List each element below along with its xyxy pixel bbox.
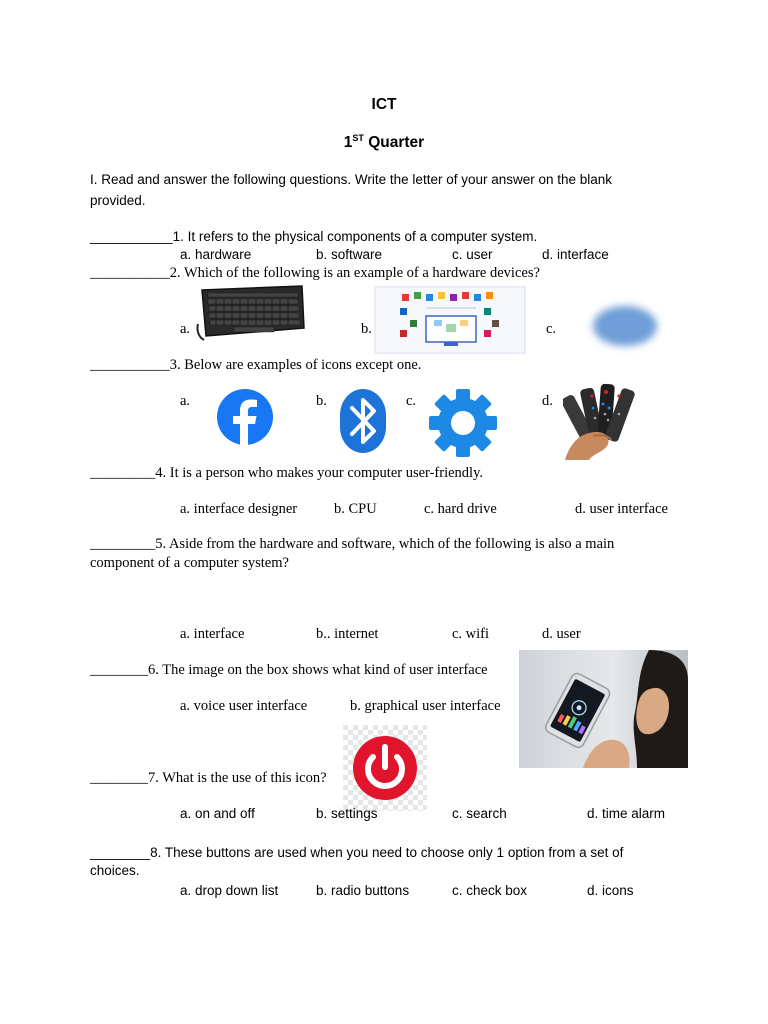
q1-option-c: c. user (452, 247, 493, 262)
q2-option-b: b. (361, 321, 372, 337)
q6-option-a: a. voice user interface (180, 698, 308, 714)
q8-option-a: a. drop down list (180, 883, 279, 898)
quarter-superscript: ST (352, 133, 364, 143)
q3-option-b: b. (316, 393, 327, 409)
q8-option-b: b. radio buttons (316, 883, 410, 898)
question-6: ________6. The image on the box shows what kind of user interface (90, 662, 488, 678)
q7-option-c: c. search (452, 806, 507, 821)
instructions-line2: provided. (90, 193, 146, 208)
question-1: ___________1. It refers to the physical components of a computer system. (90, 229, 538, 244)
q4-option-b: b. CPU (334, 501, 377, 517)
remote-controls-image (563, 380, 643, 460)
settings-gear-icon (428, 388, 498, 458)
quarter-number: 1 (343, 134, 353, 152)
q7-option-a: a. on and off (180, 806, 255, 821)
bluetooth-icon (339, 388, 387, 454)
q1-option-b: b. software (316, 247, 383, 262)
question-2: ___________2. Which of the following is an example of a hardware devices? (90, 265, 540, 281)
question-8-line1: ________8. These buttons are used when you need to choose only 1 option from a set of (90, 845, 624, 860)
facebook-icon (216, 388, 274, 446)
q4-option-d: d. user interface (575, 501, 668, 517)
question-8-line2: choices. (90, 863, 140, 878)
q1-option-d: d. interface (542, 247, 609, 262)
q1-option-a: a. hardware (180, 247, 252, 262)
instructions-line1: I. Read and answer the following questions. Write the letter of your answer on the blank (90, 172, 613, 187)
q7-option-b: b. settings (316, 806, 378, 821)
quarter-heading (0, 133, 768, 152)
voice-assistant-photo (519, 650, 688, 768)
q4-option-a: a. interface designer (180, 501, 298, 517)
q3-option-c: c. (406, 393, 417, 409)
page-title: ICT (371, 96, 397, 113)
q5-option-d: d. user (542, 626, 581, 642)
q4-option-c: c. hard drive (424, 501, 497, 517)
q7-option-d: d. time alarm (587, 806, 666, 821)
q3-option-d: d. (542, 393, 553, 409)
question-5-line1: _________5. Aside from the hardware and software, which of the following is also a main (90, 536, 615, 552)
q8-option-c: c. check box (452, 883, 528, 898)
question-4: _________4. It is a person who makes your computer user-friendly. (90, 465, 484, 481)
q5-option-a: a. interface (180, 626, 245, 642)
question-7: ________7. What is the use of this icon? (90, 770, 327, 786)
blurred-cloud-image (585, 298, 665, 356)
q8-option-d: d. icons (587, 883, 634, 898)
q5-option-b: b.. internet (316, 626, 379, 642)
power-icon (343, 725, 427, 811)
keyboard-image (194, 284, 306, 342)
question-3: ___________3. Below are examples of icons except one. (90, 357, 422, 373)
q2-option-c: c. (546, 321, 557, 337)
q5-option-c: c. wifi (452, 626, 490, 642)
q6-option-b: b. graphical user interface (350, 698, 501, 714)
q2-option-a: a. (180, 321, 191, 337)
question-5-line2: component of a computer system? (90, 555, 289, 571)
software-apps-image (374, 286, 526, 354)
quarter-word: Quarter (368, 134, 425, 152)
q3-option-a: a. (180, 393, 191, 409)
